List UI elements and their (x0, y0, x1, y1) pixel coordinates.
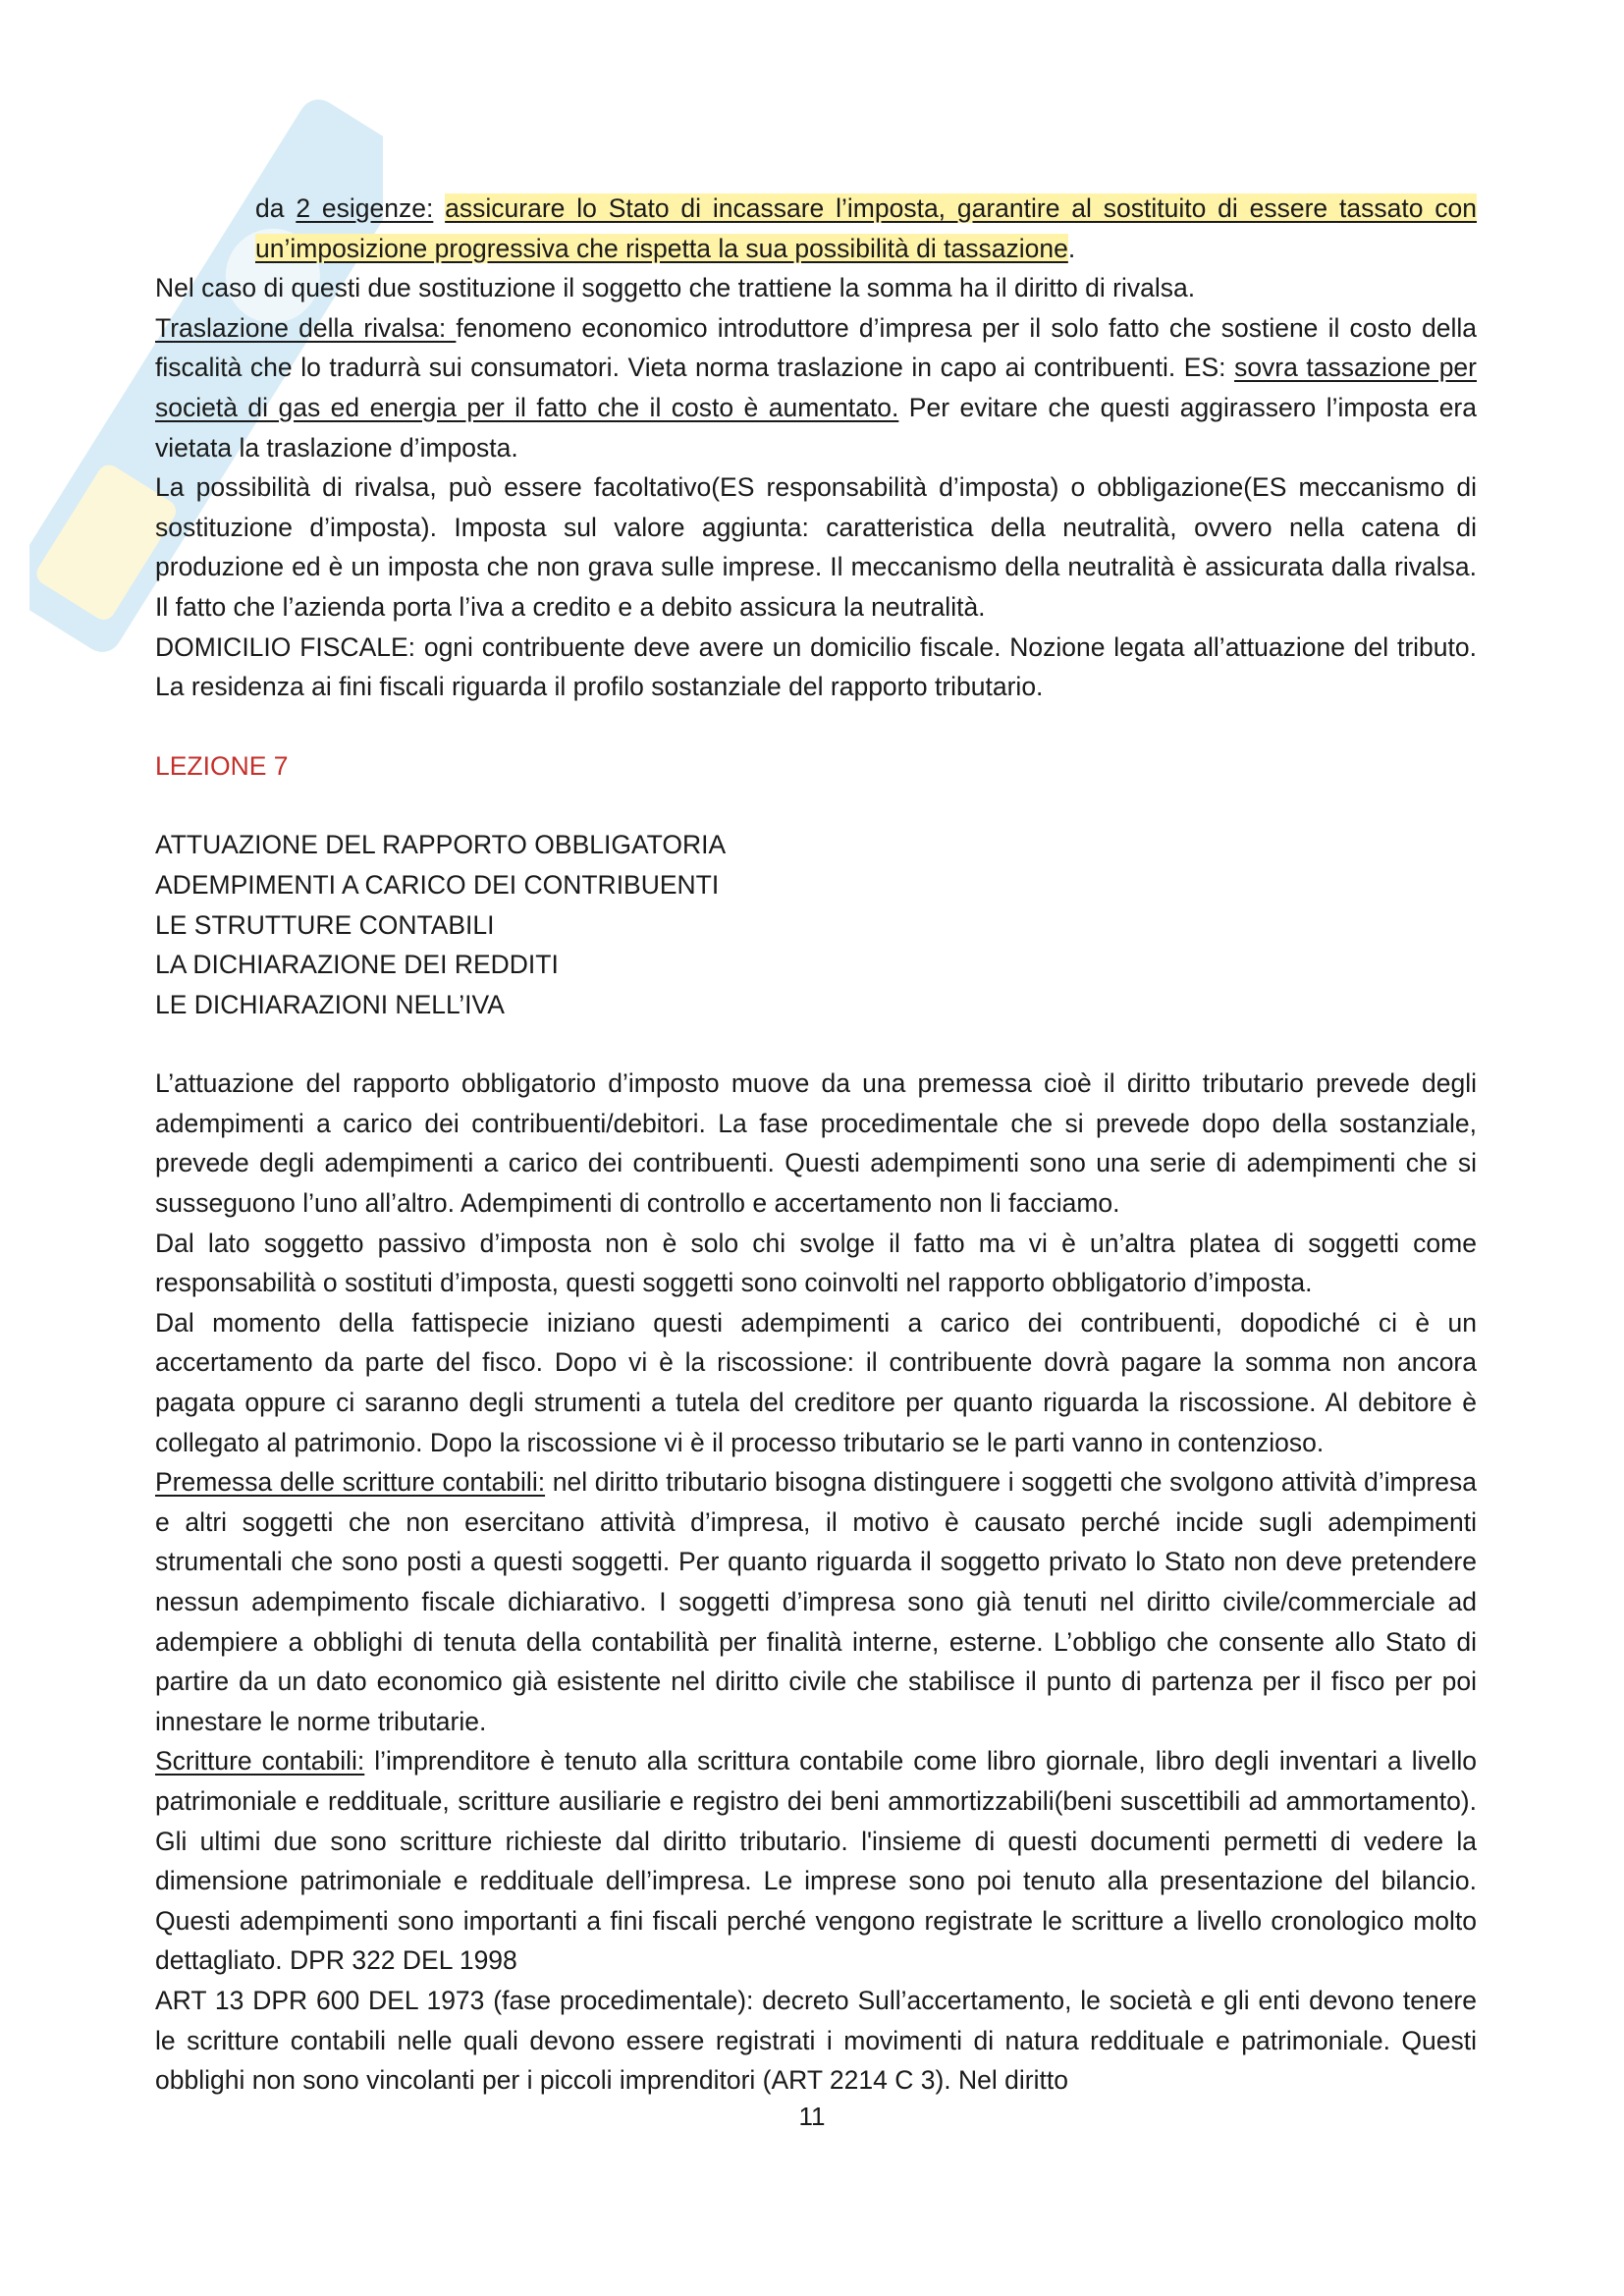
paragraph-domicilio-fiscale: DOMICILIO FISCALE: ogni contribuente deve avere un domicilio fiscale. Nozione legata all’attuazione del tributo. La residenza ai fini fiscali riguarda il profilo sostanziale del rapporto tributario. (155, 631, 1477, 702)
paragraph-scritture-contabili (155, 1741, 1477, 1981)
paragraph-attuazione: L’attuazione del rapporto obbligatorio d’imposto muove da una premessa cioè il diritto tributario prevede degli adempimenti a carico dei contribuenti/debitori. La fase procedimentale che si prevede dopo della sostanziale, prevede degli adempimenti a carico dei contribuenti. Questi adempimenti sono una serie di adempimenti che si susseguono l’uno all’altro. Adempimenti di controllo e accertamento non li facciamo. (155, 1068, 1477, 1219)
text-run: l’imprenditore è tenuto alla scrittura contabile come libro giornale, libro degli inventari a livello patrimoniale e reddituale, scritture ausiliarie e registro dei beni ammortizzabili(beni suscettibili ad ammortamento). Gli ultimi due sono scritture richieste dal diritto tributario. l'insieme di questi documenti permetti di vedere la dimensione patrimoniale e reddituale dell’impresa. Le imprese sono poi tenuto alla presentazione del bilancio. Questi adempimenti sono importanti a fini fiscali perché vengono registrate le scritture a livello cronologico molto dettagliato. DPR 322 DEL 1998 (155, 1746, 1477, 1976)
text-run: nel diritto tributario bisogna distinguere i soggetti che svolgono attività d’impresa e altri soggetti che non esercitano attività d’impresa, il motivo è causato perché incide sugli adempimenti strumentali che sono posti a questi soggetti. Per quanto riguarda il soggetto privato lo Stato non deve pretendere nessun adempimento fiscale dichiarativo. I soggetti d’impresa sono già tenuti nel diritto civile/commerciale ad adempiere a obblighi di tenuta della contabilità per finalità interne, esterne. L’obbligo che consente allo Stato di partire da un dato economico già esistente nel diritto civile che stabilisce il punto di partenza per il fisco per poi innestare le norme tributarie. (155, 1467, 1477, 1736)
lesson-title: LEZIONE 7 (155, 750, 289, 781)
underlined-label: Scritture contabili: (155, 1746, 365, 1777)
topic-item: LE STRUTTURE CONTABILI (155, 909, 495, 940)
highlighted-underlined-text: assicurare lo Stato di incassare l’imposta, garantire al sostituito di essere tassato con un’imposizione progressiva che rispetta la sua possibilità di tassazione (255, 193, 1477, 263)
paragraph-rivalsa: Nel caso di questi due sostituzione il soggetto che trattiene la somma ha il diritto di rivalsa. (155, 273, 1196, 303)
text-run: Per evitare che questi aggirassero l’imposta era vietata la traslazione d’imposta. (155, 392, 1477, 463)
text-run (433, 193, 445, 223)
page-content (155, 189, 1477, 2101)
paragraph-soggetto-passivo: Dal lato soggetto passivo d’imposta non è solo chi svolge il fatto ma vi è un’altra platea di soggetti come responsabilità o sostituti d’imposta, questi soggetti sono coinvolti nel rapporto obbligatorio d’imposta. (155, 1228, 1477, 1298)
topic-item: LE DICHIARAZIONI NELL’IVA (155, 989, 505, 1019)
topics-list (155, 825, 1477, 1024)
underlined-text: 2 esigenze: (296, 193, 434, 223)
text-run: da (255, 193, 297, 223)
page-number: 11 (798, 2102, 826, 2131)
paragraph-art-13: ART 13 DPR 600 DEL 1973 (fase procedimentale): decreto Sull’accertamento, le società e gli enti devono tenere le scritture contabili nelle quali devono essere registrati i movimenti di natura reddituale e patrimoniale. Questi obblighi non sono vincolanti per i piccoli imprenditori (ART 2214 C 3). Nel diritto (155, 1985, 1477, 2096)
paragraph-esigenze (155, 189, 1477, 268)
paragraph-possibilita-rivalsa: La possibilità di rivalsa, può essere facoltativo(ES responsabilità d’imposta) o obbligazione(ES meccanismo di sostituzione d’imposta). Imposta sul valore aggiunta: caratteristica della neutralità, ovvero nella catena di produzione ed è un imposta che non grava sulle imprese. Il meccanismo della neutralità è assicurata dalla rivalsa. Il fatto che l’azienda porta l’iva a credito e a debito assicura la neutralità. (155, 472, 1477, 622)
underlined-label: Premessa delle scritture contabili: (155, 1467, 546, 1498)
underlined-text: sovra tassazione per società di gas ed energia per il fatto che il costo è aumentato. (155, 353, 1477, 422)
paragraph-fattispecie: Dal momento della fattispecie iniziano questi adempimenti a carico dei contribuenti, dopodiché ci è un accertamento da parte del fisco. Dopo vi è la riscossione: il contribuente dovrà pagare la somma non ancora pagata oppure ci saranno degli strumenti a tutela del creditore per quanto riguarda la riscossione. Al debitore è collegato al patrimonio. Dopo la riscossione vi è il processo tributario se le parti vanno in contenzioso. (155, 1307, 1477, 1457)
topic-item: ADEMPIMENTI A CARICO DEI CONTRIBUENTI (155, 869, 720, 900)
paragraph-traslazione (155, 308, 1477, 467)
topic-item: ATTUAZIONE DEL RAPPORTO OBBLIGATORIA (155, 830, 727, 860)
text-run: . (1067, 233, 1076, 263)
underlined-label: Traslazione della rivalsa: (155, 312, 457, 343)
text-run: fenomeno economico introduttore d’impresa per il solo fatto che sostiene il costo della fiscalità che lo tradurrà sui consumatori. Vieta norma traslazione in capo ai contribuenti. ES: (155, 312, 1477, 383)
paragraph-premessa-scritture (155, 1462, 1477, 1741)
topic-item: LA DICHIARAZIONE DEI REDDITI (155, 950, 559, 980)
